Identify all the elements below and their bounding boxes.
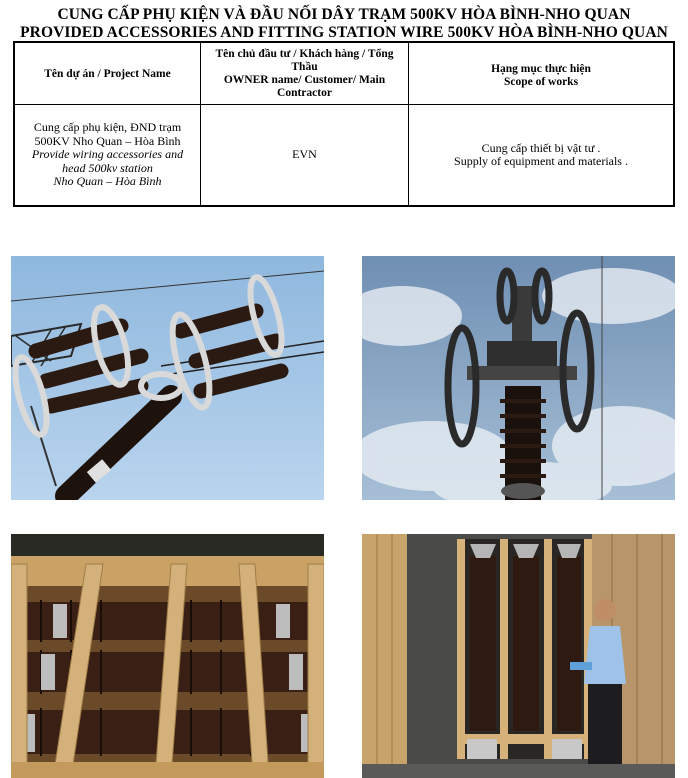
header-owner-label-en: OWNER name/ Customer/ Main Contractor — [223, 74, 386, 99]
cell-owner — [201, 105, 408, 205]
project-name-vi: Cung cấp phụ kiện, ĐND trạm 500KV Nho Quan – Hòa Bình — [33, 120, 182, 148]
scope-en: Supply of equipment and materials . — [454, 154, 628, 168]
photo-insulators-in-crate — [11, 534, 324, 778]
document-title-english: PROVIDED ACCESSORIES AND FITTING STATION WIRE 500KV HÒA BÌNH-NHO QUAN — [20, 24, 668, 41]
scope-vi: Cung cấp thiết bị vật tư . — [481, 140, 601, 155]
header-project-name — [15, 43, 200, 105]
project-info-table — [13, 41, 675, 207]
photo-worker-with-crates — [362, 534, 675, 778]
document-title-vietnamese: CUNG CẤP PHỤ KIỆN VÀ ĐẦU NỐI DÂY TRẠM 500KV HÒA BÌNH-NHO QUAN — [57, 6, 631, 23]
header-scope-label-en: Scope of works — [503, 76, 579, 88]
header-scope — [409, 43, 673, 105]
project-location-en: Nho Quan – Hòa Bình — [53, 174, 162, 189]
photo-insulator-strings-sky — [11, 256, 324, 500]
header-project-label: Tên dự án / Project Name — [44, 67, 171, 80]
header-scope-label-vi: Hạng mục thực hiện — [491, 63, 591, 75]
owner-name: EVN — [292, 147, 317, 162]
cell-project-name — [15, 105, 200, 205]
header-owner-label-vi: Tên chủ đầu tư / Khách hàng / Tổng Thầu — [215, 48, 394, 73]
header-owner — [201, 43, 408, 105]
project-name-en: Provide wiring accessories and head 500kv station — [31, 147, 184, 175]
photo-tension-insulator-assembly — [362, 256, 675, 500]
cell-scope — [409, 105, 673, 205]
